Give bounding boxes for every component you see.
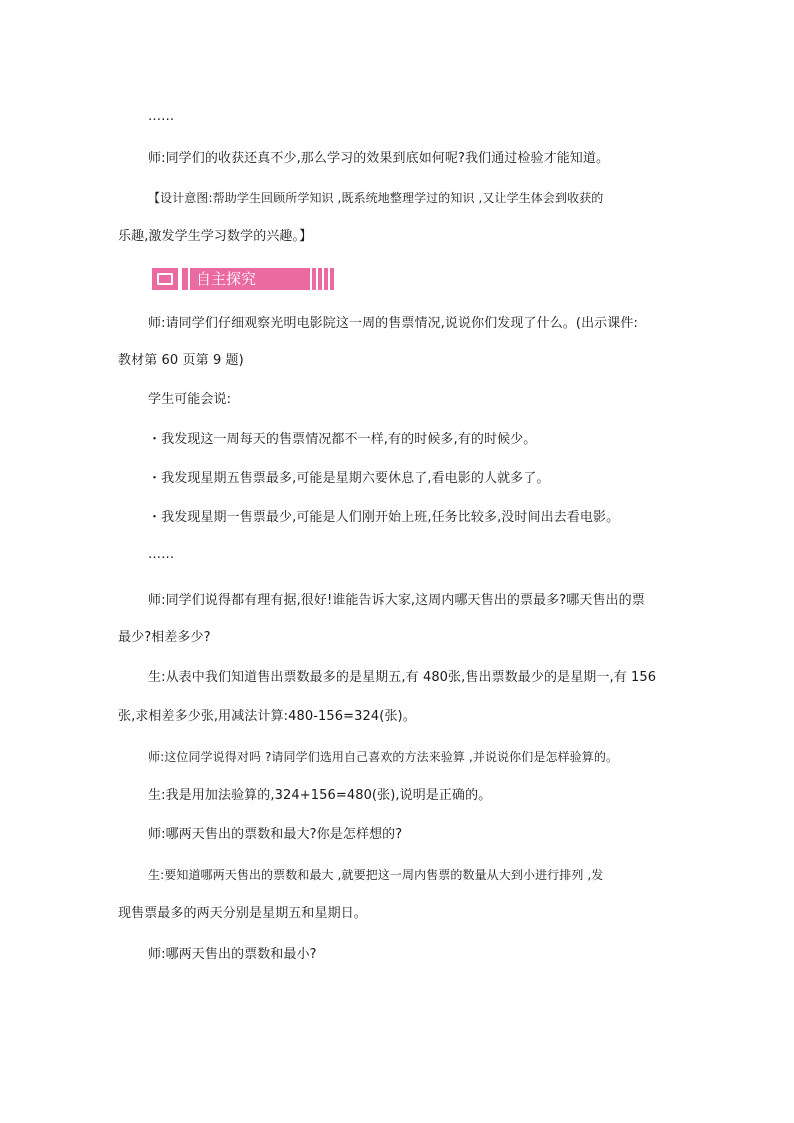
student-paragraph: 生:要知道哪两天售出的票数和最大 ,就要把这一周内售票的数量从大到小进行排列 ,发 [148, 868, 604, 882]
design-intent-line-1: 【设计意图:帮助学生回顾所学知识 ,既系统地整理学过的知识 ,又让学生体会到收获的 [148, 191, 604, 205]
list-item: ・我发现这一周每天的售票情况都不一样,有的时候多,有的时候少。 [148, 432, 537, 447]
ellipsis: …… [148, 547, 175, 562]
list-item: ・我发现星期一售票最少,可能是人们刚开始上班,任务比较多,没时间出去看电影。 [148, 510, 620, 525]
teacher-paragraph-continued: 教材第 60 页第 9 题) [118, 353, 244, 368]
list-item: ・我发现星期五售票最多,可能是星期六要休息了,看电影的人就多了。 [148, 471, 550, 486]
section-header [152, 268, 334, 290]
student-paragraph-continued: 现售票最多的两天分别是星期五和星期日。 [118, 906, 367, 921]
section-box-icon [152, 268, 178, 290]
student-paragraph: 生:从表中我们知道售出票数最多的是星期五,有 480张,售出票数最少的是星期一,有 156 [148, 670, 657, 685]
section-title: 自主探究 [196, 270, 257, 288]
teacher-paragraph: 师:请同学们仔细观察光明电影院这一周的售票情况,说说你们发现了什么。(出示课件: [148, 316, 638, 331]
teacher-paragraph-continued: 最少?相差多少? [118, 630, 211, 645]
ellipsis: …… [148, 109, 175, 124]
teacher-paragraph: 师:哪两天售出的票数和最小? [148, 947, 317, 962]
teacher-paragraph: 师:同学们说得都有理有据,很好!谁能告诉大家,这周内哪天售出的票最多?哪天售出的票 [148, 593, 645, 608]
student-paragraph-continued: 张,求相差多少张,用减法计算:480-156=324(张)。 [118, 709, 416, 724]
design-intent-line-2: 乐趣,激发学生学习数学的兴趣。】 [118, 229, 313, 244]
teacher-paragraph: 师:同学们的收获还真不少,那么学习的效果到底如何呢?我们通过检验才能知道。 [148, 151, 610, 166]
teacher-paragraph: 师:这位同学说得对吗 ?请同学们选用自己喜欢的方法来验算 ,并说说你们是怎样验算的。 [148, 750, 619, 764]
section-stripes-decoration [306, 268, 334, 290]
student-paragraph: 生:我是用加法验算的,324+156=480(张),说明是正确的。 [148, 788, 492, 803]
students-may-say: 学生可能会说: [148, 392, 232, 407]
teacher-paragraph: 师:哪两天售出的票数和最大?你是怎样想的? [148, 827, 403, 842]
